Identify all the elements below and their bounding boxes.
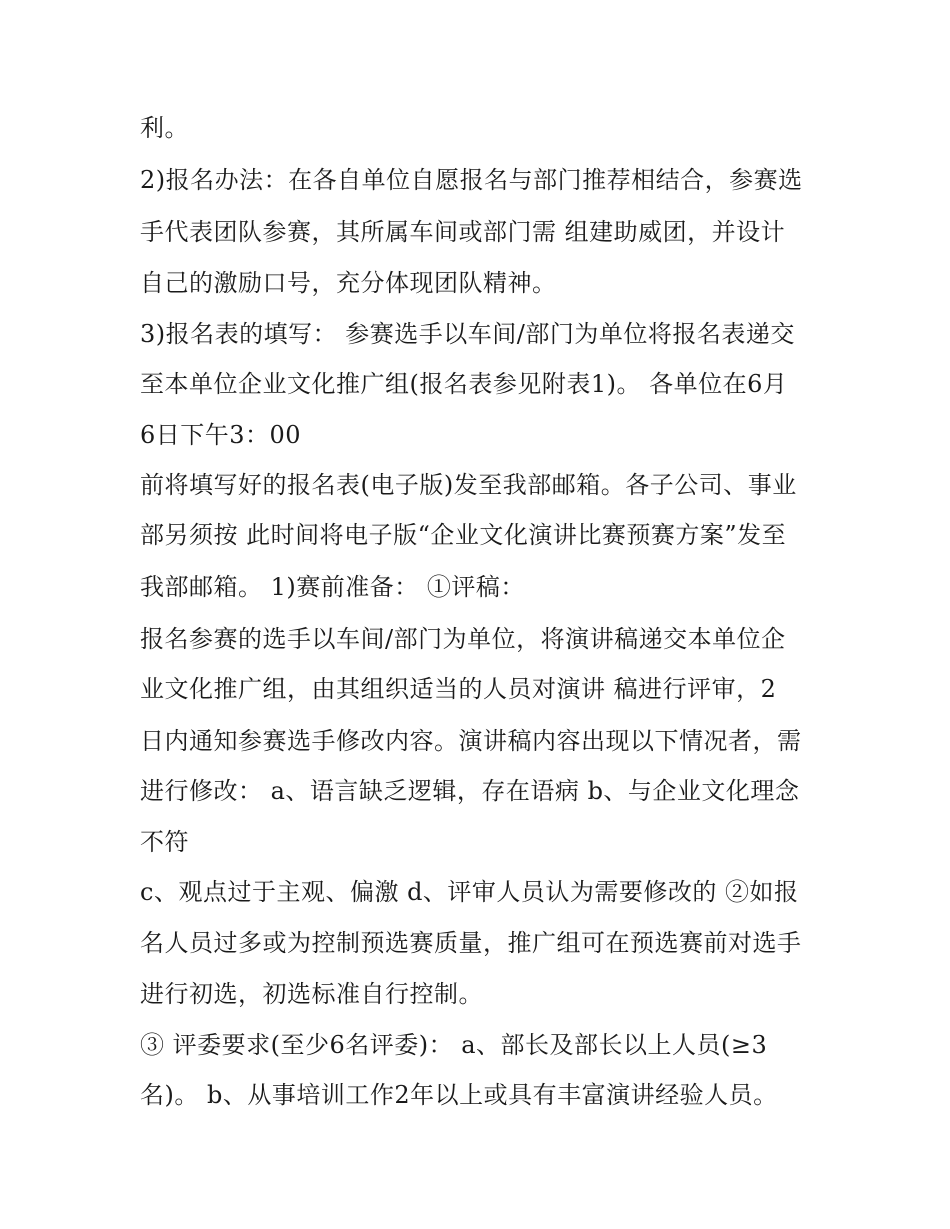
text-line: 名)。 b、从事培训工作2年以上或具有丰富演讲经验人员。 — [140, 1081, 778, 1109]
text-line: 进行修改： a、语言缺乏逻辑，存在语病 b、与企业文化理念 — [140, 777, 800, 805]
text-line: 自己的激励口号，充分体现团队精神。 — [140, 269, 557, 297]
text-line: 前将填写好的报名表(电子版)发至我部邮箱。各子公司、事业 — [140, 471, 797, 499]
text-line: 不符 — [140, 828, 189, 856]
text-line: 2)报名办法：在各自单位自愿报名与部门推荐相结合，参赛选 — [140, 166, 803, 194]
text-line: 我部邮箱。 1)赛前准备： ①评稿： — [140, 573, 525, 601]
text-line: 至本单位企业文化推广组(报名表参见附表1)。 各单位在6月 — [140, 370, 788, 398]
text-line: 报名参赛的选手以车间/部门为单位，将演讲稿递交本单位企 — [140, 625, 786, 653]
text-line: c、观点过于主观、偏激 d、评审人员认为需要修改的 ②如报 — [140, 878, 799, 906]
text-line: 利。 — [140, 114, 189, 142]
text-line: ③ 评委要求(至少6名评委)： a、部长及部长以上人员(≥3 — [140, 1031, 768, 1059]
text-line: 进行初选，初选标准自行控制。 — [140, 980, 483, 1008]
text-line: 日内通知参赛选手修改内容。演讲稿内容出现以下情况者，需 — [140, 727, 802, 755]
text-line: 部另须按 此时间将电子版“企业文化演讲比赛预赛方案”发至 — [140, 521, 787, 549]
text-line: 6日下午3：00 — [140, 421, 302, 449]
text-line: 业文化推广组，由其组织适当的人员对演讲 稿进行评审，2 — [140, 675, 777, 703]
text-line: 名人员过多或为控制预选赛质量，推广组可在预选赛前对选手 — [140, 929, 802, 957]
text-line: 手代表团队参赛，其所属车间或部门需 组建助威团，并设计 — [140, 218, 786, 246]
text-line: 3)报名表的填写： 参赛选手以车间/部门为单位将报名表递交 — [140, 320, 795, 348]
